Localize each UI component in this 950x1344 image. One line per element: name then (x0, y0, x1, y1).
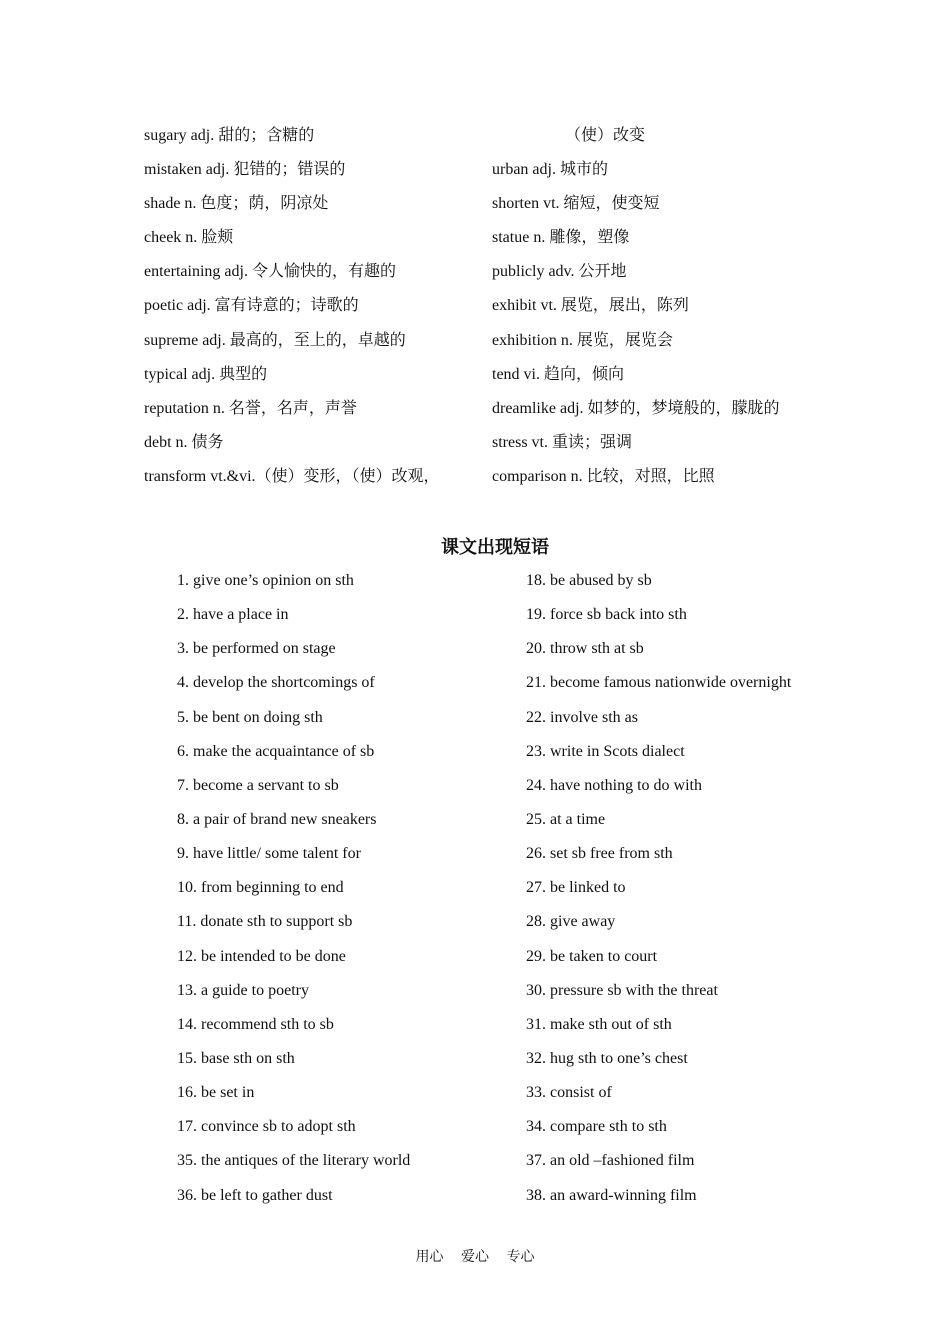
vocab-row (0, 363, 950, 397)
phrase-item: 15. base sth on sth (177, 1049, 295, 1067)
phrase-item: 38. an award-winning film (526, 1186, 697, 1204)
phrase-row (0, 1184, 950, 1218)
vocab-entry: statue n. 雕像，塑像 (492, 229, 630, 247)
vocab-row (0, 158, 950, 192)
phrase-item: 1. give one’s opinion on sth (177, 572, 354, 589)
page-footer (0, 1248, 950, 1268)
phrase-item: 7. become a servant to sb (177, 776, 339, 794)
phrase-item: 24. have nothing to do with (526, 776, 702, 794)
phrase-item: 6. make the acquaintance of sb (177, 742, 375, 760)
phrase-row (0, 569, 950, 603)
vocab-entry: exhibition n. 展览，展览会 (492, 331, 673, 349)
phrase-item: 2. have a place in (177, 606, 289, 624)
phrase-row (0, 1013, 950, 1047)
phrase-item: 14. recommend sth to sb (177, 1015, 334, 1033)
vocab-row (0, 329, 950, 363)
phrase-item: 23. write in Scots dialect (526, 742, 685, 760)
vocab-entry: stress vt. 重读；强调 (492, 433, 633, 451)
vocab-row (0, 192, 950, 226)
phrase-row (0, 671, 950, 705)
phrase-item: 22. involve sth as (526, 708, 638, 726)
phrase-item: 16. be set in (177, 1084, 255, 1102)
phrase-item: 29. be taken to court (526, 947, 658, 965)
vocab-entry: typical adj. 典型的 (144, 365, 268, 383)
phrase-item: 10. from beginning to end (177, 879, 344, 897)
phrase-item: 37. an old –fashioned film (526, 1152, 695, 1170)
vocab-entry: shorten vt. 缩短，使变短 (492, 195, 660, 213)
vocab-entry: publicly adv. 公开地 (492, 263, 627, 281)
phrase-list (0, 569, 950, 1218)
vocab-row (0, 431, 950, 465)
vocab-entry: shade n. 色度；荫，阴凉处 (144, 195, 329, 213)
vocab-entry: exhibit vt. 展览，展出，陈列 (492, 297, 689, 315)
phrase-row (0, 979, 950, 1013)
vocab-row (0, 260, 950, 294)
phrase-item: 25. at a time (526, 810, 606, 828)
phrase-item: 9. have little/ some talent for (177, 845, 361, 863)
phrase-row (0, 876, 950, 910)
phrase-item: 20. throw sth at sb (526, 640, 644, 658)
vocab-entry: supreme adj. 最高的，至上的，卓越的 (144, 331, 406, 349)
phrase-item: 30. pressure sb with the threat (526, 981, 718, 999)
phrase-row (0, 637, 950, 671)
section-title: 课文出现短语 (441, 537, 549, 557)
vocab-row (0, 226, 950, 260)
footer-text: 用心 (415, 1250, 444, 1265)
phrase-row (0, 808, 950, 842)
vocab-entry: entertaining adj. 令人愉快的，有趣的 (144, 263, 396, 281)
vocab-entry: transform vt.&vi.（使）变形，（使）改观， (144, 467, 440, 485)
phrase-item: 34. compare sth to sth (526, 1118, 667, 1136)
phrase-row (0, 842, 950, 876)
vocab-entry: cheek n. 脸颊 (144, 229, 234, 247)
phrase-item: 31. make sth out of sth (526, 1015, 672, 1033)
phrase-row (0, 1115, 950, 1149)
phrase-item: 33. consist of (526, 1084, 612, 1102)
phrase-row (0, 1047, 950, 1081)
phrase-row (0, 910, 950, 944)
vocab-entry: sugary adj. 甜的；含糖的 (144, 127, 315, 144)
phrase-item: 26. set sb free from sth (526, 845, 673, 863)
phrase-item: 19. force sb back into sth (526, 606, 687, 624)
phrase-row (0, 706, 950, 740)
phrase-item: 35. the antiques of the literary world (177, 1152, 411, 1170)
vocab-row (0, 397, 950, 431)
vocab-entry: reputation n. 名誉，名声，声誉 (144, 399, 357, 417)
vocab-row (0, 124, 950, 158)
phrase-row (0, 740, 950, 774)
vocab-entry: tend vi. 趋向，倾向 (492, 365, 624, 383)
vocab-entry: mistaken adj. 犯错的；错误的 (144, 161, 346, 179)
phrase-item: 4. develop the shortcomings of (177, 674, 375, 692)
phrase-item: 36. be left to gather dust (177, 1186, 333, 1204)
phrase-item: 18. be abused by sb (526, 572, 652, 589)
vocab-entry: （使）改变 (565, 127, 646, 144)
phrase-item: 3. be performed on stage (177, 640, 336, 658)
phrase-item: 12. be intended to be done (177, 947, 346, 965)
phrase-item: 13. a guide to poetry (177, 981, 309, 999)
phrase-row (0, 945, 950, 979)
phrase-item: 8. a pair of brand new sneakers (177, 810, 377, 828)
phrase-item: 32. hug sth to one’s chest (526, 1049, 688, 1067)
phrase-item: 27. be linked to (526, 879, 626, 897)
phrase-item: 5. be bent on doing sth (177, 708, 323, 726)
vocab-row (0, 294, 950, 328)
phrase-row (0, 1149, 950, 1183)
vocab-entry: poetic adj. 富有诗意的；诗歌的 (144, 297, 359, 315)
vocab-entry: comparison n. 比较，对照，比照 (492, 467, 715, 485)
phrase-item: 21. become famous nationwide overnight (526, 674, 792, 692)
phrase-row (0, 603, 950, 637)
vocab-row (0, 465, 950, 499)
phrase-row (0, 1081, 950, 1115)
vocab-entry: dreamlike adj. 如梦的，梦境般的，朦胧的 (492, 399, 780, 417)
vocabulary-list (0, 124, 950, 499)
vocab-entry: urban adj. 城市的 (492, 161, 608, 179)
phrase-item: 17. convince sb to adopt sth (177, 1118, 356, 1136)
phrase-item: 28. give away (526, 913, 616, 931)
footer-text: 专心 (506, 1250, 535, 1265)
phrase-item: 11. donate sth to support sb (177, 913, 353, 931)
vocab-entry: debt n. 债务 (144, 433, 224, 451)
phrase-row (0, 774, 950, 808)
footer-text: 爱心 (461, 1250, 489, 1265)
